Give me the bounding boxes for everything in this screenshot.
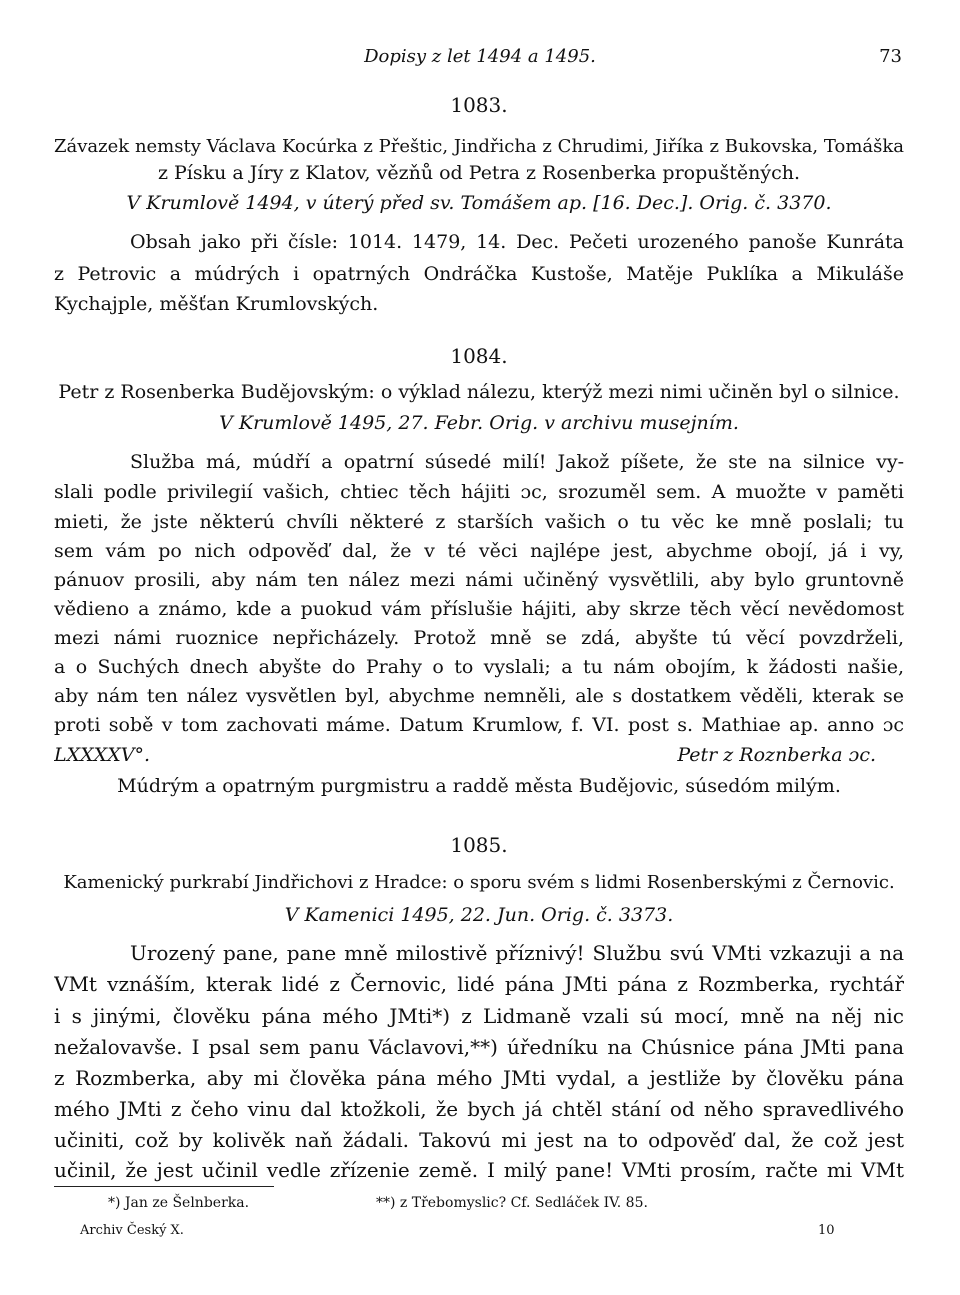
- letter-number: 1083.: [450, 93, 508, 117]
- body-line: Služba má, múdří a opatrní súsedé milí! Jakož píšete, že ste na silnice vy-: [130, 451, 904, 473]
- body-line: učinil, že jest učinil vedle zřízenie země. I milý pane! VMti prosím, račte mi VMt: [54, 1158, 904, 1182]
- letter-heading-line: Kamenický purkrabí Jindřichovi z Hradce: o sporu svém s lidmi Rosenberskými z Černovic.: [63, 872, 895, 893]
- body-line: mezi námi ruoznice nepřicházely. Protož mně se zdá, abyšte tú věcí povzdrželi,: [54, 627, 904, 649]
- letter-number: 1084.: [450, 344, 508, 368]
- body-line: mieti, že jste některú chvíli některé z starších vašich o tu věc ke mně poslali; tu: [54, 511, 904, 533]
- letter-number: 1085.: [450, 833, 508, 857]
- closing-line: [54, 742, 904, 768]
- running-head-title: Dopisy z let 1494 a 1495.: [364, 46, 596, 67]
- dateline: V Krumlově 1494, v úterý před sv. Tomášem ap. [16. Dec.]. Orig. č. 3370.: [126, 192, 832, 214]
- footnote: *) Jan ze Šelnberka.: [108, 1195, 250, 1211]
- signature-mark: Archiv Český X.: [80, 1223, 184, 1238]
- body-line: z Rozmberka, aby mi člověka pána mého JMti vydal, a jestliže by člověku pána: [54, 1066, 904, 1090]
- body-line: sem vám po nich odpověď dal, že v té věci najlépe jest, abychme obojí, já i vy,: [54, 540, 904, 562]
- signature: Petr z Roznberka ɔc.: [677, 744, 876, 766]
- body-line: a o Suchých dnech abyšte do Prahy o to vyslali; a tu nám obojím, k žádosti našie,: [54, 656, 904, 678]
- body-line: nežalovavše. I psal sem panu Václavovi,**) úředníku na Chúsnice pána JMti pana: [54, 1035, 904, 1059]
- page-number: 73: [879, 46, 902, 67]
- body-line: pánuov prosili, aby nám ten nález mezi námi učiněný vysvětlili, aby bylo gruntovně: [54, 569, 904, 591]
- body-line: Urozený pane, pane mně milostivě příznivý! Službu svú VMti vzkazuji a na: [130, 941, 904, 965]
- address-line: Múdrým a opatrným purgmistru a raddě města Budějovic, súsedóm milým.: [117, 775, 841, 797]
- body-line: i s jinými, člověku pána mého JMti*) z Lidmaně vzali sú mocí, mně na něj nic: [54, 1004, 904, 1028]
- sheet-number: 10: [818, 1223, 835, 1238]
- letter-heading-line: z Písku a Jíry z Klatov, vězňů od Petra z Rosenberka propuštěných.: [157, 162, 801, 184]
- closing-year: LXXXXV°.: [54, 744, 150, 766]
- body-line: aby nám ten nález vysvětlen byl, abychme nemněli, ale s dostatkem věděli, kterak se: [54, 685, 904, 707]
- body-line: z Petrovic a múdrých i opatrných Ondráčka Kustoše, Matěje Puklíka a Mikuláše: [54, 263, 904, 285]
- body-line: Kychajple, měšťan Krumlovských.: [54, 293, 379, 315]
- letter-heading-line: Závazek nemsty Václava Kocúrka z Přeštic, Jindřicha z Chrudimi, Jiříka z Bukovska, Tomáška: [54, 136, 904, 157]
- body-line: Obsah jako při čísle: 1014. 1479, 14. Dec. Pečeti urozeného panoše Kunráta: [130, 231, 904, 253]
- body-line: VMt vznáším, kterak lidé z Černovic, lidé pána JMti pána z Rozmberka, rychtář: [54, 972, 904, 996]
- letter-heading-line: Petr z Rosenberka Budějovským: o výklad nálezu, kterýž mezi nimi učiněn byl o silnice.: [58, 381, 900, 403]
- dateline: V Kamenici 1495, 22. Jun. Orig. č. 3373.: [284, 904, 674, 926]
- running-head: [0, 46, 960, 72]
- dateline: V Krumlově 1495, 27. Febr. Orig. v archivu musejním.: [219, 412, 739, 434]
- footnote: **) z Třebomyslic? Cf. Sedláček IV. 85.: [376, 1195, 648, 1211]
- body-line: učiniti, což by kolivěk naň žádali. Takovú mi jest na to odpověď dal, že což jest: [54, 1128, 904, 1152]
- body-line: slali podle privilegií vašich, chtiec těch hájiti ɔc, srozuměl sem. A muožte v paměti: [54, 481, 904, 503]
- body-line: proti sobě v tom zachovati máme. Datum Krumlow, f. VI. post s. Mathiae ap. anno ɔc: [54, 714, 904, 736]
- footnote-rule: [54, 1186, 274, 1187]
- body-line: mého JMti z čeho vinu dal ktožkoli, že bych já chtěl stání od něho spravedlivého: [54, 1097, 904, 1121]
- body-line: vědieno a známo, kde a puokud vám příslušie hájiti, aby skrze těch věcí nevědomost: [54, 598, 904, 620]
